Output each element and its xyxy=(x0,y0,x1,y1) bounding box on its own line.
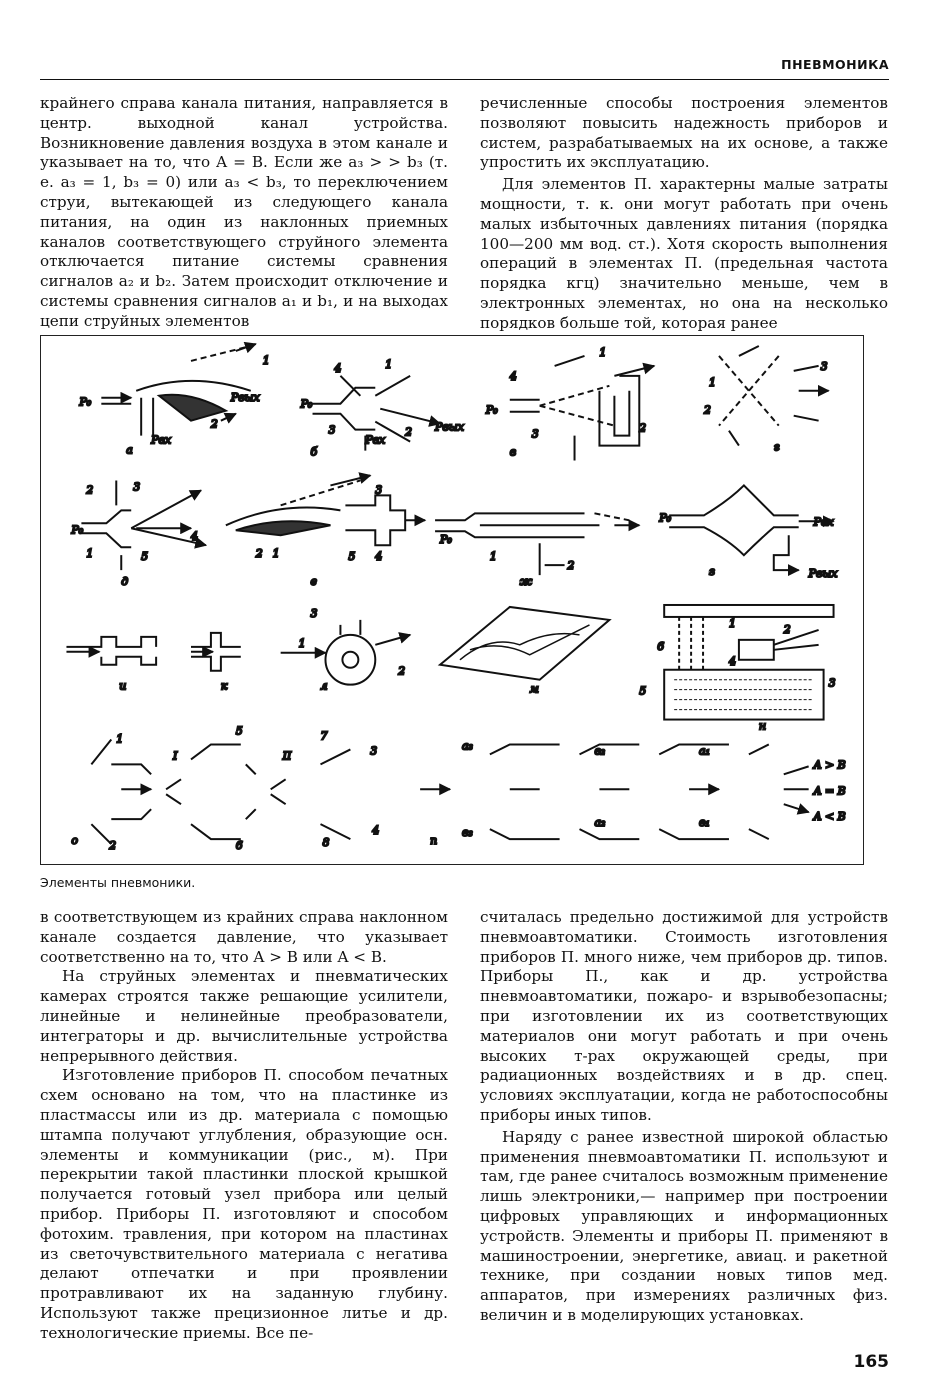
svg-text:2: 2 xyxy=(783,622,791,636)
element-v xyxy=(485,346,654,461)
svg-text:в₂: в₂ xyxy=(594,744,606,758)
paragraph: Изготовление приборов П. способом печатных схем основано на том, что на пластинке из пластмассы или из др. материала с помощью штампа получают углубления, образующие осн. элементы и коммуникации (рис., м). При перекрытии такой пластинки плоской крышкой получается готовый узел прибора или целый прибор. Приборы П. изготовляют и способом фотохим. травления, при котором на пластинах из светочувствительного материала с негатива делают отпечатки и при проявлении протравливают их на заданную глубину. Используют также прецизионное литье и др. технологические приемы. Все пе- xyxy=(40,1066,448,1342)
svg-text:н: н xyxy=(758,719,767,733)
page-number: 165 xyxy=(853,1352,889,1372)
element-n xyxy=(639,605,835,733)
svg-text:P₀: P₀ xyxy=(485,403,498,417)
svg-text:3: 3 xyxy=(375,483,383,497)
svg-text:3: 3 xyxy=(370,744,378,758)
svg-text:2: 2 xyxy=(86,483,94,497)
svg-text:б: б xyxy=(310,445,318,459)
svg-text:3: 3 xyxy=(328,423,336,437)
element-e xyxy=(226,475,425,588)
svg-text:P₀: P₀ xyxy=(440,533,452,547)
svg-text:Pвх: Pвх xyxy=(151,433,172,447)
svg-text:л: л xyxy=(320,679,328,693)
svg-text:1: 1 xyxy=(599,345,607,359)
svg-text:2: 2 xyxy=(210,417,218,431)
svg-text:A = B: A = B xyxy=(813,784,846,798)
svg-text:2: 2 xyxy=(109,839,117,853)
element-zh xyxy=(435,513,639,588)
svg-text:A > B: A > B xyxy=(813,758,846,772)
svg-text:6: 6 xyxy=(657,639,665,653)
svg-text:2: 2 xyxy=(639,421,647,435)
element-g xyxy=(703,346,829,454)
svg-text:1: 1 xyxy=(86,547,94,561)
svg-text:п: п xyxy=(430,834,438,848)
svg-text:a₃: a₃ xyxy=(461,739,473,753)
paragraph: считалась предельно достижимой для устройств пневмоавтоматики. Стоимость изготовления приборов П. много ниже, чем приборов др. типов. Приборы П., как и др. устройства пневмоавтоматики, пожаро- и взрывобезопасны; при изготовлении их из соответствующих материалов они могут работать и при очень высоких т-рах окружающей среды, при радиационных воздействиях и в др. спец. условиях эксплуатации, когда не работоспособны приборы иных типов. xyxy=(480,908,888,1124)
svg-text:з: з xyxy=(709,565,715,579)
svg-text:1: 1 xyxy=(272,547,280,561)
svg-text:A < B: A < B xyxy=(813,810,846,824)
element-o xyxy=(71,724,379,852)
svg-text:в₁: в₁ xyxy=(699,816,710,830)
svg-text:4: 4 xyxy=(728,654,736,668)
svg-text:5: 5 xyxy=(639,684,647,698)
svg-text:Pвых: Pвых xyxy=(230,390,260,404)
svg-text:3: 3 xyxy=(828,676,836,690)
svg-text:2: 2 xyxy=(398,664,406,678)
paragraph: речисленные способы построения элементов позволяют повысить надежность приборов и систем, разрабатываемых на их основе, а также упростить их эксплуатацию. xyxy=(480,94,888,172)
paragraph: крайнего справа канала питания, направляется в центр. выходной канал устройства. Возникновение давления воздуха в этом канале и указывает на то, что A = B. Если же a₃ > > b₃ (т. е. a₃ = 1, b₃ = 0) или a₃ < b₃, то переключением струи, вытекающей из следующего канала питания, на один из наклонных приемных каналов соответствующего струйного элемента отключается питание системы сравнения сигналов a₂ и b₂. Затем происходит отключение и системы сравнения сигналов a₁ и b₁, и на выходах цепи струйных элементов xyxy=(40,94,448,330)
svg-text:4: 4 xyxy=(372,824,380,838)
column-top-left xyxy=(40,94,448,332)
svg-text:в: в xyxy=(509,445,517,459)
svg-text:а: а xyxy=(126,443,133,457)
svg-text:Pвх: Pвх xyxy=(365,433,386,447)
svg-text:1: 1 xyxy=(709,375,716,389)
svg-text:P₀: P₀ xyxy=(659,511,671,525)
figure-pneumonics-elements xyxy=(40,335,864,865)
svg-text:4: 4 xyxy=(509,369,517,383)
svg-text:3: 3 xyxy=(820,359,828,373)
svg-text:5: 5 xyxy=(348,550,356,564)
svg-text:2: 2 xyxy=(704,403,712,417)
element-d xyxy=(70,480,205,588)
svg-text:Pвх: Pвх xyxy=(813,515,834,529)
figure-caption: Элементы пневмоники. xyxy=(40,875,196,890)
element-l xyxy=(281,607,411,693)
svg-text:3: 3 xyxy=(310,606,318,620)
svg-text:5: 5 xyxy=(235,724,243,738)
svg-text:1: 1 xyxy=(116,732,124,746)
element-m xyxy=(440,607,609,696)
svg-text:2: 2 xyxy=(567,559,575,573)
svg-text:6: 6 xyxy=(235,839,243,853)
svg-text:1: 1 xyxy=(728,616,736,630)
svg-text:4: 4 xyxy=(190,530,198,544)
svg-text:1: 1 xyxy=(385,357,393,371)
svg-text:2: 2 xyxy=(405,425,413,439)
svg-text:3: 3 xyxy=(531,427,539,441)
paragraph: На струйных элементах и пневматических камерах строятся также решающие усилители, линейные и нелинейные преобразователи, интеграторы и др. вычислительные устройства непрерывного действия. xyxy=(40,967,448,1065)
svg-text:a₁: a₁ xyxy=(699,744,710,758)
svg-text:е: е xyxy=(310,575,318,589)
svg-text:ж: ж xyxy=(519,575,533,589)
svg-text:a₂: a₂ xyxy=(594,816,606,830)
paragraph: Наряду с ранее известной широкой областью применения пневмоавтоматики П. используют и там, где ранее считалось возможным применение лишь электроники,— например при построении цифровых управляющих и информационных устройств. Элементы и приборы П. применяют в машиностроении, энергетике, авиац. и ракетной технике, при создании новых типов мед. аппаратов, при измерениях различных физ. величин и в моделирующих установках. xyxy=(480,1127,888,1324)
column-top-right xyxy=(480,94,888,334)
header-rule xyxy=(40,79,889,80)
svg-text:5: 5 xyxy=(141,550,149,564)
svg-text:Pвых: Pвых xyxy=(435,420,464,434)
element-b xyxy=(300,358,465,459)
svg-text:д: д xyxy=(121,575,129,589)
svg-text:I: I xyxy=(173,749,178,763)
paragraph: в соответствующем из крайних справа наклонном канале создается давление, что указывает соответственно на то, что A > B или A < B. xyxy=(40,908,448,966)
svg-text:1: 1 xyxy=(298,636,306,650)
svg-text:1: 1 xyxy=(262,353,270,367)
element-p xyxy=(420,739,846,847)
svg-text:P₀: P₀ xyxy=(71,523,84,537)
element-a xyxy=(78,344,269,457)
svg-text:о: о xyxy=(71,834,79,848)
svg-text:2: 2 xyxy=(255,547,263,561)
svg-text:P₀: P₀ xyxy=(79,395,92,409)
svg-text:м: м xyxy=(529,682,539,696)
svg-text:к: к xyxy=(220,679,228,693)
svg-text:3: 3 xyxy=(133,480,141,494)
svg-text:1: 1 xyxy=(489,550,497,564)
svg-text:г: г xyxy=(773,440,780,454)
svg-text:7: 7 xyxy=(320,729,328,743)
element-i xyxy=(66,637,156,693)
svg-text:4: 4 xyxy=(375,550,383,564)
svg-text:8: 8 xyxy=(322,836,330,850)
element-z xyxy=(658,485,838,580)
column-bottom-left xyxy=(40,908,448,1344)
svg-text:в₃: в₃ xyxy=(461,826,473,840)
paragraph: Для элементов П. характерны малые затраты мощности, т. к. они могут работать при очень малых избыточных давлениях питания (порядка 100—200 мм вод. ст.). Хотя скорость выполнения операций в элементах П. (предельная частота порядка кгц) значительно меньше, чем в электронных элементах, но она на несколько порядков больше той, которая ранее xyxy=(480,175,888,332)
svg-text:и: и xyxy=(119,679,127,693)
column-bottom-right xyxy=(480,908,888,1326)
svg-text:Pвых: Pвых xyxy=(808,567,838,581)
running-head: ПНЕВМОНИКА xyxy=(781,57,889,72)
element-k xyxy=(191,633,241,693)
figure-drawing xyxy=(41,336,863,864)
svg-text:P₀: P₀ xyxy=(300,397,313,411)
svg-text:II: II xyxy=(282,749,292,763)
svg-text:4: 4 xyxy=(334,361,342,375)
